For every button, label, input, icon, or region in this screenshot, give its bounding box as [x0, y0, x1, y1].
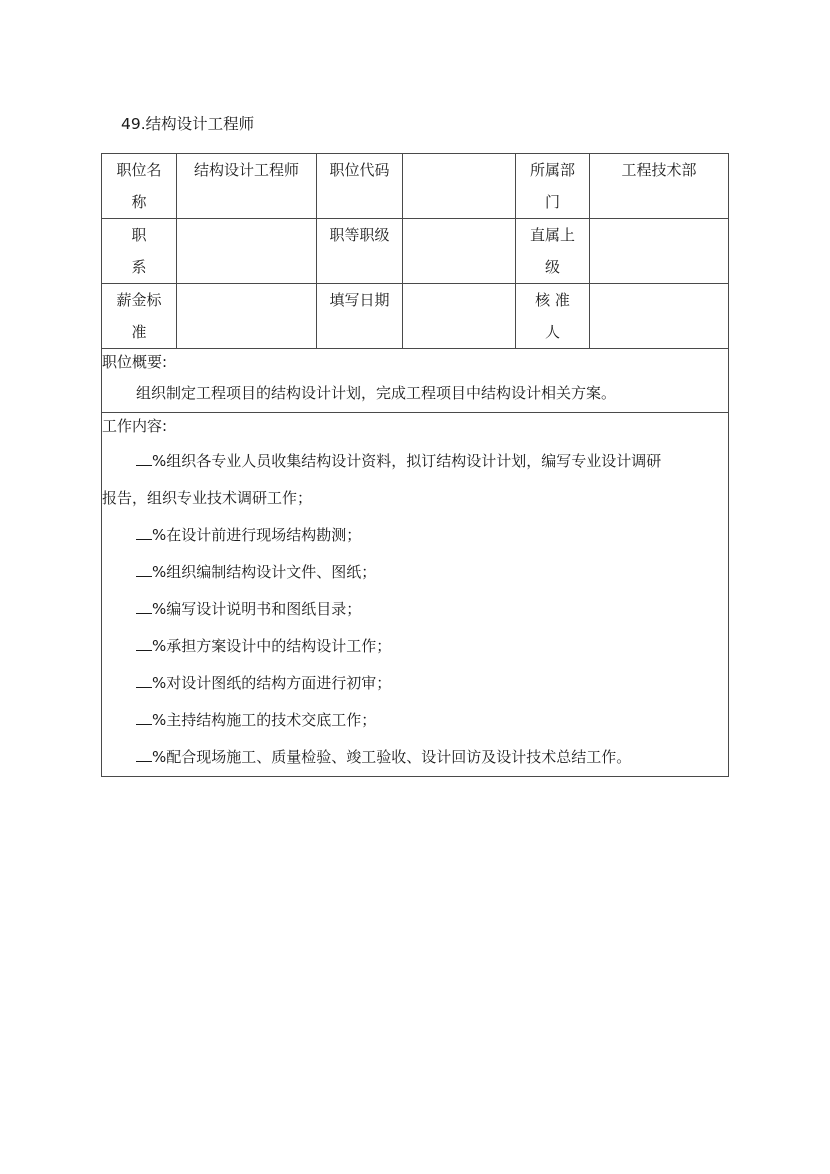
- blank-line: [136, 635, 152, 651]
- label-approver: 核 准 人: [516, 284, 590, 349]
- duty-item: %编写设计说明书和图纸目录；: [102, 591, 728, 628]
- duty-item: %组织各专业人员收集结构设计资料，拟订结构设计计划，编写专业设计调研: [102, 443, 728, 480]
- duty-item: %承担方案设计中的结构设计工作；: [102, 628, 728, 665]
- duties-row: [102, 413, 729, 777]
- value-fill-date: [403, 284, 516, 349]
- blank-line: [136, 598, 152, 614]
- blank-line: [136, 672, 152, 688]
- summary-heading: 职位概要:: [102, 353, 168, 371]
- table-row: [102, 219, 729, 284]
- label-salary: 薪金标 准: [102, 284, 177, 349]
- duty-item: %主持结构施工的技术交底工作；: [102, 702, 728, 739]
- label-supervisor: 直属上 级: [516, 219, 590, 284]
- summary-section: [102, 349, 729, 413]
- value-series: [177, 219, 317, 284]
- label-department: 所属部 门: [516, 154, 590, 219]
- duty-item-continuation: 报告，组织专业技术调研工作；: [102, 489, 313, 507]
- value-salary: [177, 284, 317, 349]
- value-grade: [403, 219, 516, 284]
- blank-line: [136, 709, 152, 725]
- value-position-name: 结构设计工程师: [177, 154, 317, 219]
- label-fill-date: 填写日期: [317, 284, 403, 349]
- value-approver: [590, 284, 729, 349]
- label-position-code: 职位代码: [317, 154, 403, 219]
- duty-item: %在设计前进行现场结构勘测；: [102, 517, 728, 554]
- duties-heading: 工作内容:: [102, 417, 168, 435]
- duties-section: [102, 413, 729, 777]
- label-position-name: 职位名 称: [102, 154, 177, 219]
- blank-line: [136, 524, 152, 540]
- blank-line: [136, 561, 152, 577]
- label-series: 职 系: [102, 219, 177, 284]
- page-title: 49.结构设计工程师: [121, 115, 255, 133]
- table-row: [102, 154, 729, 219]
- table-row: [102, 284, 729, 349]
- summary-text: 组织制定工程项目的结构设计计划，完成工程项目中结构设计相关方案。: [136, 384, 617, 402]
- duty-item: %组织编制结构设计文件、图纸；: [102, 554, 728, 591]
- duty-item: %对设计图纸的结构方面进行初审；: [102, 665, 728, 702]
- value-position-code: [403, 154, 516, 219]
- value-supervisor: [590, 219, 729, 284]
- summary-row: [102, 349, 729, 413]
- label-grade: 职等职级: [317, 219, 403, 284]
- value-department: 工程技术部: [590, 154, 729, 219]
- job-description-table: [101, 153, 729, 777]
- blank-line: [136, 746, 152, 762]
- duty-item: %配合现场施工、质量检验、竣工验收、设计回访及设计技术总结工作。: [102, 739, 728, 776]
- blank-line: [136, 450, 152, 466]
